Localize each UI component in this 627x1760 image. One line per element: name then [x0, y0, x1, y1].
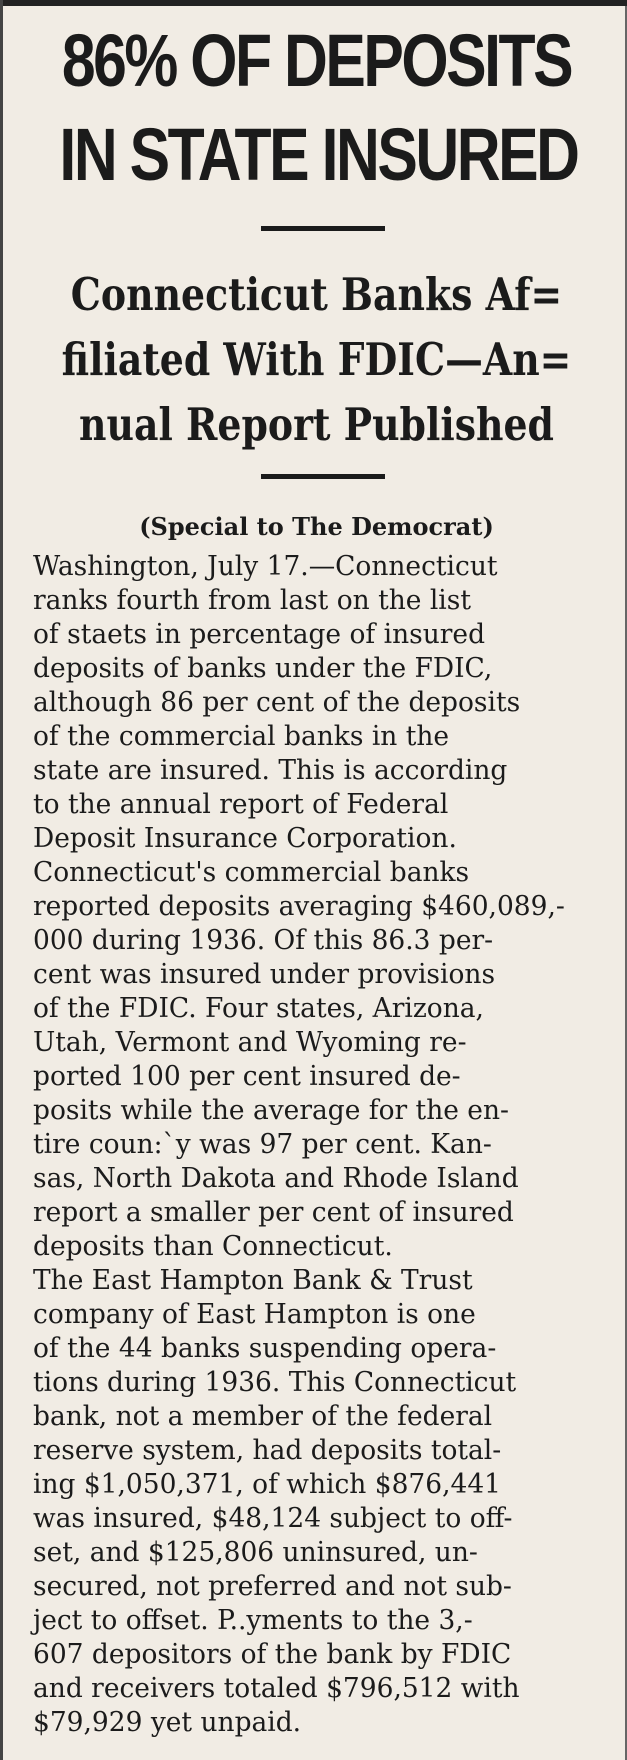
headline-line-2: IN STATE INSURED [59, 113, 578, 196]
body-line: ranks fourth from last on the list [33, 585, 471, 616]
body-line: reserve system, had deposits total- [33, 1435, 502, 1466]
body-line: sas, North Dakota and Rhode Island [33, 1163, 519, 1194]
body-line: deposits than Connecticut. [33, 1231, 393, 1262]
body-line: posits while the average for the en- [33, 1095, 509, 1126]
top-border-rule [3, 0, 627, 6]
byline-credit: (Special to The Democrat) [139, 512, 494, 541]
body-line: set, and $125,806 uninsured, un- [33, 1537, 478, 1568]
body-line: state are insured. This is according [33, 755, 508, 786]
body-line: bank, not a member of the federal [33, 1401, 493, 1432]
deck-line-2: filiated With FDIC—An= [61, 333, 572, 386]
body-line: Utah, Vermont and Wyoming re- [33, 1027, 467, 1058]
headline-line-1: 86% OF DEPOSITS [61, 19, 572, 102]
body-line: deposits of banks under the FDIC, [33, 653, 493, 684]
separator-rule [261, 226, 385, 231]
body-line: of the FDIC. Four states, Arizona, [33, 993, 484, 1024]
body-line: to the annual report of Federal [33, 789, 449, 820]
body-line: secured, not preferred and not sub- [33, 1571, 512, 1602]
body-line: $79,929 yet unpaid. [33, 1707, 302, 1738]
body-line: reported deposits averaging $460,089,- [33, 891, 565, 922]
deck-line-1: Connecticut Banks Af= [70, 268, 563, 321]
body-line: ing $1,050,371, of which $876,441 [33, 1469, 501, 1500]
body-line: 000 during 1936. Of this 86.3 per- [33, 925, 494, 956]
body-line: 607 depositors of the bank by FDIC [33, 1639, 512, 1670]
body-line: and receivers totaled $796,512 with [33, 1673, 520, 1704]
body-line: of the 44 banks suspending opera- [33, 1333, 497, 1364]
deck-line-3: nual Report Published [79, 398, 554, 451]
body-line: ported 100 per cent insured de- [33, 1061, 461, 1092]
body-line: cent was insured under provisions [33, 959, 496, 990]
body-line: The East Hampton Bank & Trust [33, 1265, 473, 1296]
body-line: tire coun:`y was 97 per cent. Kan- [33, 1129, 492, 1160]
body-line: ject to offset. P..yments to the 3,- [33, 1605, 473, 1636]
body-line: report a smaller per cent of insured [33, 1197, 514, 1228]
body-line: company of East Hampton is one [33, 1299, 476, 1330]
body-line: of staets in percentage of insured [33, 619, 486, 650]
body-line: Connecticut's commercial banks [33, 857, 470, 888]
body-line: of the commercial banks in the [33, 721, 450, 752]
body-line: was insured, $48,124 subject to off- [33, 1503, 513, 1534]
body-line: although 86 per cent of the deposits [33, 687, 521, 718]
body-line: tions during 1936. This Connecticut [33, 1367, 517, 1398]
body-line: Washington, July 17.—Connecticut [33, 551, 498, 582]
separator-rule [261, 474, 385, 479]
body-line: Deposit Insurance Corporation. [33, 823, 457, 854]
